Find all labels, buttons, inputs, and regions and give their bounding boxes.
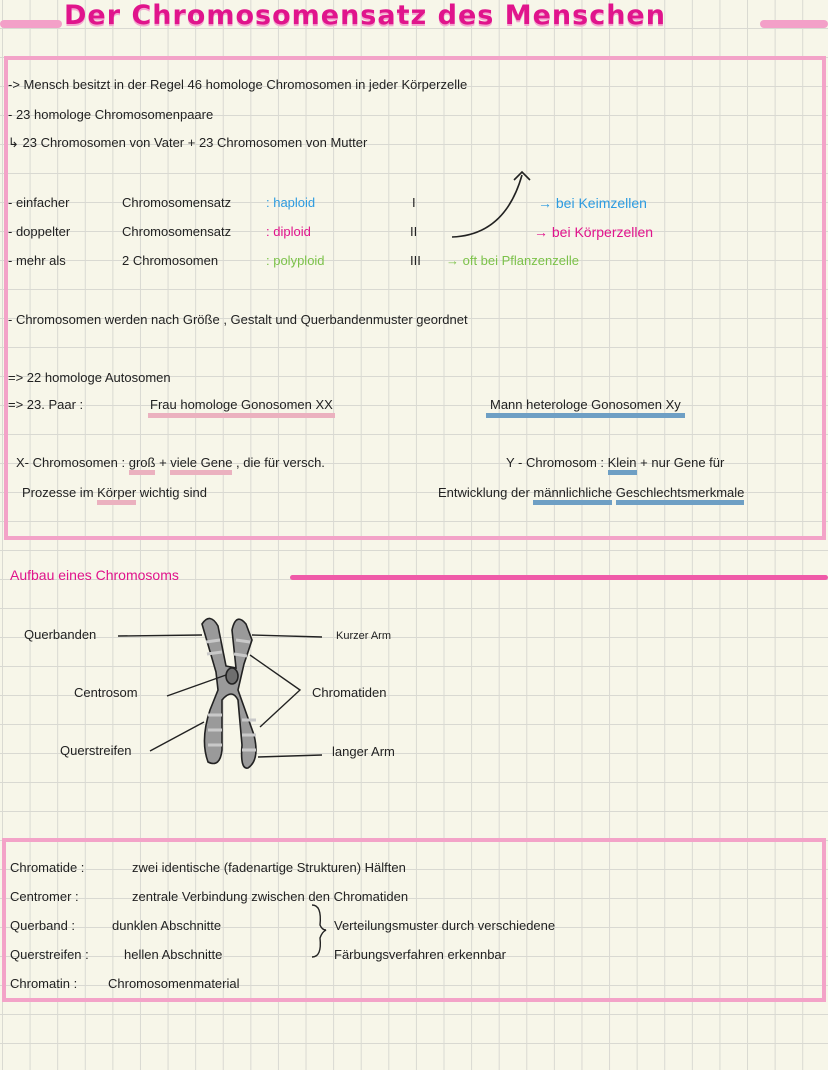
set-word: Chromosomensatz <box>122 195 232 210</box>
set-mark: I <box>412 195 416 210</box>
set-mark: II <box>410 224 418 239</box>
x-viele-gene: viele Gene <box>170 455 232 475</box>
label-querbanden: Querbanden <box>24 627 97 642</box>
def-term: Querstreifen : <box>10 947 89 962</box>
bracket-note-2: Färbungsverfahren erkennbar <box>334 947 506 962</box>
def-text: hellen Abschnitte <box>124 947 223 962</box>
y-chromosome-line-2 <box>438 485 744 501</box>
set-word: Chromosomensatz <box>122 224 232 239</box>
pair-prefix: => 23. Paar : <box>8 397 84 412</box>
set-label: - mehr als <box>8 253 66 268</box>
set-term: : diploid <box>266 224 311 239</box>
label-querstreifen: Querstreifen <box>60 743 132 758</box>
y-maennlich: männlichliche <box>533 485 612 505</box>
set-term: : polyploid <box>266 253 325 268</box>
def-term: Chromatin : <box>10 976 78 991</box>
page-title: Der Chromosomensatz des Menschen <box>64 0 666 31</box>
def-text: zentrale Verbindung zwischen den Chromatiden <box>132 889 409 904</box>
def-term: Centromer : <box>10 889 79 904</box>
x-label: X- Chromosomen : <box>16 455 126 470</box>
def-text: zwei identische (fadenartige Strukturen) Hälften <box>132 860 406 875</box>
chromosome-illustration <box>202 618 256 768</box>
set-note: → bei Keimzellen <box>538 195 647 211</box>
x-gross: groß <box>129 455 156 475</box>
set-mark: III <box>410 253 421 268</box>
x-chromosome-line-2 <box>22 485 207 501</box>
y-text: Entwicklung der <box>438 485 534 500</box>
set-note: → bei Körperzellen <box>534 224 654 240</box>
x-koerper: Körper <box>97 485 136 505</box>
x-chromosome-line-1 <box>16 455 325 471</box>
def-term: Chromatide : <box>10 860 85 875</box>
y-chromosome-line-1 <box>506 455 724 471</box>
set-word: 2 Chromosomen <box>122 253 219 268</box>
intro-line-3: ↳ 23 Chromosomen von Vater + 23 Chromosomen von Mutter <box>8 135 368 150</box>
set-label: - doppelter <box>8 224 71 239</box>
curved-arrow-icon <box>452 175 522 237</box>
x-text: , die für versch. <box>232 455 325 470</box>
pair-mann: Mann heterologe Gonosomen Xy <box>486 397 685 418</box>
intro-line-2: - 23 homologe Chromosomenpaare <box>8 107 214 122</box>
def-text: Chromosomenmaterial <box>108 976 240 991</box>
set-label: - einfacher <box>8 195 70 210</box>
section-heading: Aufbau eines Chromosoms <box>10 567 179 583</box>
y-text: + nur Gene für <box>636 455 725 470</box>
label-chromatiden: Chromatiden <box>312 685 387 700</box>
def-term: Querband : <box>10 918 76 933</box>
bracket-note-1: Verteilungsmuster durch verschiedene <box>334 918 556 933</box>
section-divider <box>290 575 828 580</box>
autosomes-line: => 22 homologe Autosomen <box>8 370 171 385</box>
set-note: → oft bei Pflanzenzelle <box>446 253 579 268</box>
label-centrosom: Centrosom <box>74 685 138 700</box>
x-text: Prozesse im <box>22 485 98 500</box>
y-klein: Klein <box>608 455 637 475</box>
plus: + <box>155 455 171 470</box>
set-term: : haploid <box>266 195 316 210</box>
def-text: dunklen Abschnitte <box>112 918 222 933</box>
intro-line-1: -> Mensch besitzt in der Regel 46 homologe Chromosomen in jeder Körperzelle <box>8 77 468 92</box>
y-label: Y - Chromosom : <box>506 455 608 470</box>
label-kurzer-arm: Kurzer Arm <box>336 630 392 642</box>
pair-frau: Frau homologe Gonosomen XX <box>148 397 335 418</box>
y-merkmale: Geschlechtsmerkmale <box>616 485 745 505</box>
order-line: - Chromosomen werden nach Größe , Gestalt und Querbandenmuster geordnet <box>8 312 468 327</box>
label-langer-arm: langer Arm <box>332 744 395 759</box>
x-text: wichtig sind <box>136 485 207 500</box>
